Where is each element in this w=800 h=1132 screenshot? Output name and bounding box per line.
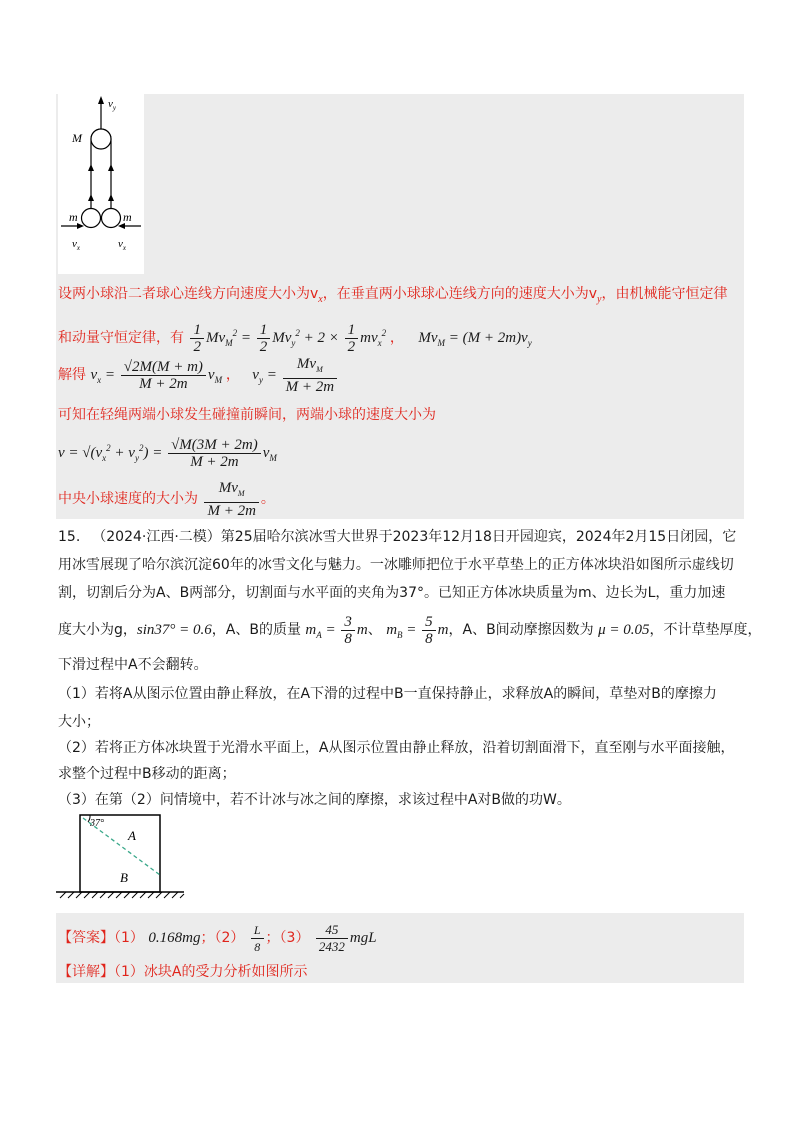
solution-line-6: 中央小球速度的大小为 $\frac{Mv_M}{M + 2m}$ 。: [58, 480, 275, 519]
question-2-line-2: 求整个过程中B移动的距离；: [58, 766, 236, 782]
angle-label: 37°: [90, 818, 104, 829]
mass-m-right-label: m: [123, 210, 132, 224]
part-B-label: B: [120, 870, 128, 885]
problem-line-4: 度大小为g，sin37° = 0.6，A、B的质量 $m_A$ = $\frac{3}{8}$ m、 $m_B$ = $\frac{5}{8}$ m，A、B间动摩擦因数为 μ = 0.05，不计草垫厚度，: [58, 614, 762, 648]
solution-line-4: 可知在轻绳两端小球发生碰撞前瞬间，两端小球的速度大小为: [58, 407, 436, 423]
vy-label: $v_y$: [108, 98, 116, 112]
question-1-line-1: （1）若将A从图示位置由静止释放，在A下滑的过程中B一直保持静止，求释放A的瞬间，草垫对B的摩擦力: [58, 686, 717, 702]
answer-line: 【答案】（1） 0.168mg；（2） $\frac{L}{8}$ ；（3） $\frac{45}{2432}$ mgL: [58, 922, 377, 955]
solution-line-3: 解得 $v_x$ = $\frac{√2M(M + m)}{M + 2m}$ $v_M$ ， $v_y$ = $\frac{Mv_M}{M + 2m}$: [58, 356, 339, 397]
solution-line-1: 设两小球沿二者球心连线方向速度大小为$v_x$，在垂直两小球球心连线方向的速度大小为$v_y$，由机械能守恒定律: [58, 286, 728, 305]
part-A-label: A: [128, 828, 136, 843]
problem-line-5: 下滑过程中A不会翻转。: [58, 657, 208, 673]
mass-M-label: M: [72, 131, 82, 145]
mass-m-left-label: m: [69, 210, 78, 224]
vx-right-label: $v_x$: [118, 238, 126, 252]
problem-line-1: 15. （2024·江西·二模）第25届哈尔滨冰雪大世界于2023年12月18日开园迎宾，2024年2月15日闭园，它: [58, 529, 737, 545]
solution-line-5: $v = √(v_x^2 + v_y^2)$ = $\frac{√M(3M + 2m)}{M + 2m}$ $v_M$: [58, 437, 277, 471]
problem-line-2: 用冰雪展现了哈尔滨沉淀60年的冰雪文化与魅力。一冰雕师把位于水平草垫上的正方体冰块沿如图所示虚线切: [58, 557, 734, 573]
question-2-line-1: （2）若将正方体冰块置于光滑水平面上，A从图示位置由静止释放，沿着切割面滑下，直至刚与水平面接触，: [58, 740, 735, 756]
question-3: （3）在第（2）问情境中，若不计冰与冰之间的摩擦，求该过程中A对B做的功W。: [58, 792, 571, 808]
vx-left-label: $v_x$: [72, 238, 80, 252]
question-1-line-2: 大小；: [58, 714, 100, 730]
ice-cube-figure: [56, 812, 186, 902]
momentum-equation: $Mv_M = (M + 2m)v_y$: [418, 330, 532, 348]
solution-line-2: 和动量守恒定律，有 $\frac{1}{2}$ $Mv_M^2$ = $\frac{1}{2}$ $Mv_y^2 + 2$ × $\frac{1}{2}$ $mv_x^2$ ， $Mv_M = (M + 2m)v_y$: [58, 322, 532, 356]
collision-figure: [58, 94, 144, 274]
detail-line: 【详解】（1）冰块A的受力分析如图所示: [58, 964, 308, 980]
energy-equation: $\frac{1}{2}$ $Mv_M^2$ = $\frac{1}{2}$ $Mv_y^2 + 2$ × $\frac{1}{2}$ $mv_x^2$: [188, 330, 389, 346]
problem-line-3: 割，切割后分为A、B两部分，切割面与水平面的夹角为37°。已知正方体冰块质量为m、边长为L，重力加速: [58, 585, 726, 601]
